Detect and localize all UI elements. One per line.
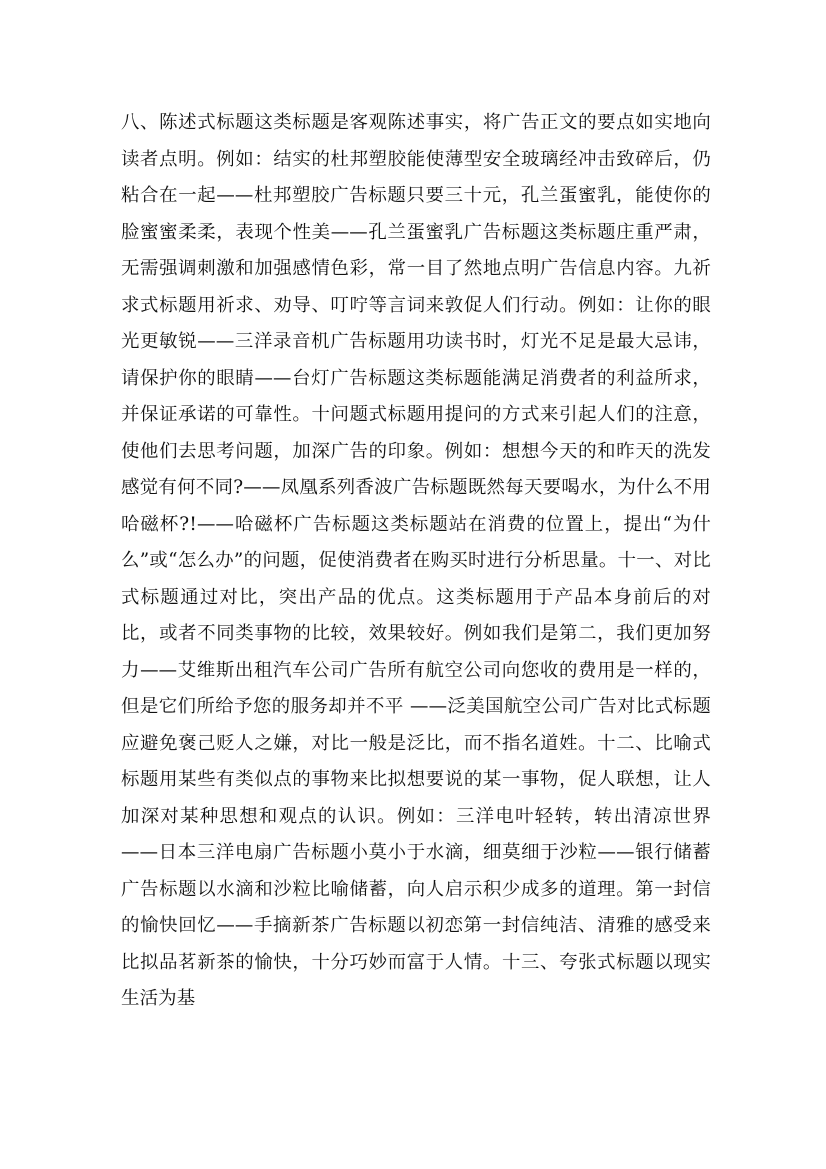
body-paragraph: 八、陈述式标题这类标题是客观陈述事实，将广告正文的要点如实地向读者点明。例如：结实的杜邦塑胶能使薄型安全玻璃经冲击致碎后，仍粘合在一起——杜邦塑胶广告标题只要三十元，孔兰蛋蜜乳，能使你的脸蜜蜜柔柔，表现个性美——孔兰蛋蜜乳广告标题这类标题庄重严肃，无需强调刺激和加强感情色彩，常一目了然地点明广告信息内容。九祈求式标题用祈求、劝导、叮咛等言词来敦促人们行动。例如：让你的眼光更敏锐——三洋录音机广告标题用功读书时，灯光不足是最大忌讳，请保护你的眼睛——台灯广告标题这类标题能满足消费者的利益所求，并保证承诺的可靠性。十问题式标题用提问的方式来引起人们的注意，使他们去思考问题，加深广告的印象。例如：想想今天的和昨天的洗发感觉有何不同?——凤凰系列香波广告标题既然每天要喝水，为什么不用哈磁杯?!——哈磁杯广告标题这类标题站在消费的位置上，提出“为什么”或“怎么办”的问题，促使消费者在购买时进行分析思量。十一、对比式标题通过对比，突出产品的优点。这类标题用于产品本身前后的对比，或者不同类事物的比较，效果较好。例如我们是第二，我们更加努力——艾维斯出租汽车公司广告所有航空公司向您收的费用是一样的，但是它们所给予您的服务却并不平 ——泛美国航空公司广告对比式标题应避免褒己贬人之嫌，对比一般是泛比，而不指名道姓。十二、比喻式标题用某些有类似点的事物来比拟想要说的某一事物，促人联想，让人加深对某种思想和观点的认识。例如：三洋电叶轻转，转出清凉世界——日本三洋电扇广告标题小莫小于水滴，细莫细于沙粒——银行储蓄广告标题以水滴和沙粒比喻储蓄，向人启示积少成多的道理。第一封信的愉快回忆——手摘新茶广告标题以初恋第一封信纯洁、清雅的感受来比拟品茗新茶的愉快，十分巧妙而富于人情。十三、夸张式标题以现实生活为基	[121, 112, 711, 1009]
